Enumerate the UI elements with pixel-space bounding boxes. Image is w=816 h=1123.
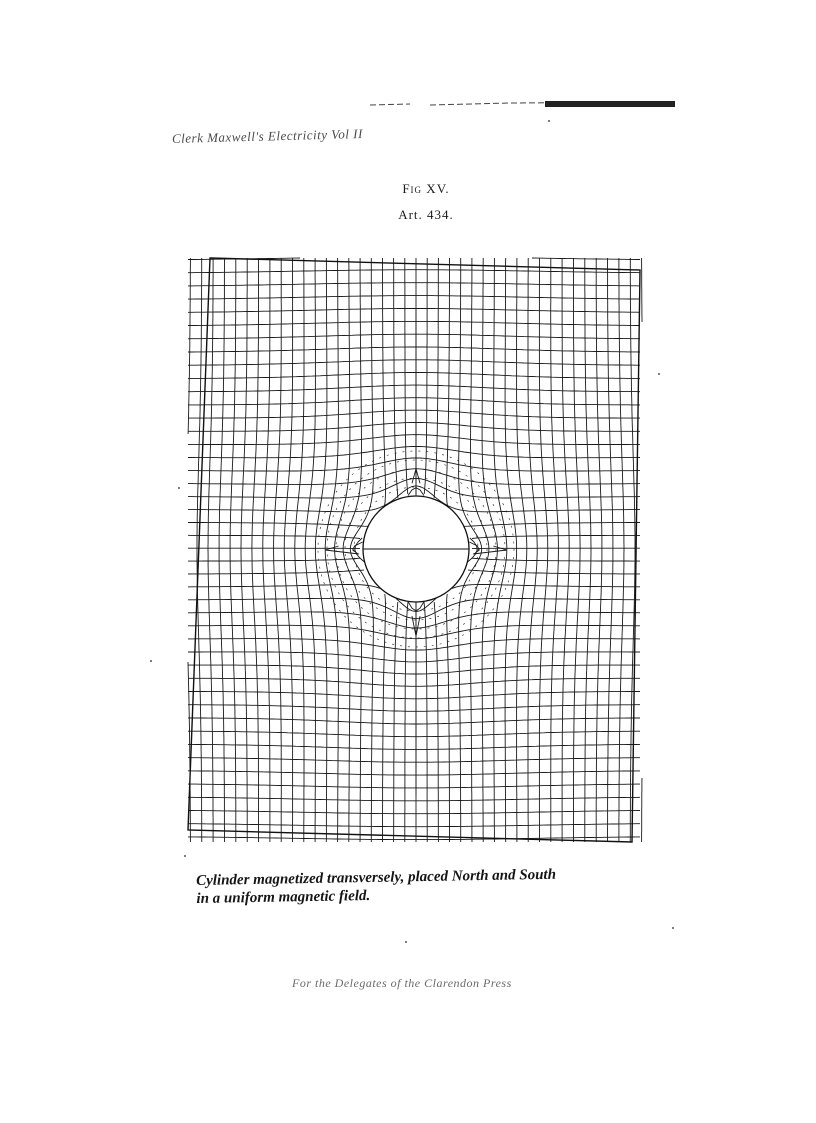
field-line (188, 758, 640, 763)
scan-speck (405, 941, 407, 943)
field-lines-figure (180, 250, 650, 850)
field-line (188, 678, 640, 686)
field-line (562, 258, 569, 842)
field-line (517, 258, 527, 842)
scan-speck (178, 487, 180, 489)
field-line (188, 811, 640, 814)
field-line (188, 718, 640, 724)
field-line (188, 692, 640, 699)
scan-speck (672, 927, 674, 929)
field-line (305, 258, 315, 842)
field-line (188, 665, 640, 674)
field-line (188, 837, 640, 840)
figure-number: Fig XV. (402, 181, 450, 196)
field-line (241, 258, 247, 842)
field-line (188, 824, 640, 827)
article-reference: Art. 434. (398, 207, 454, 222)
field-line (188, 334, 640, 339)
field-line (188, 784, 640, 788)
caption-line-1: Cylinder magnetized transversely, placed North and South (196, 866, 557, 889)
figure-caption (196, 864, 637, 908)
scan-speck (150, 660, 152, 662)
field-line (551, 258, 559, 842)
field-line (188, 731, 640, 737)
field-line (295, 258, 304, 842)
field-line (188, 347, 640, 352)
publisher-imprint: For the Delegates of the Clarendon Press (292, 976, 512, 990)
scan-speck (548, 120, 550, 122)
field-line (188, 283, 640, 286)
field-line (274, 258, 282, 842)
field-line (335, 258, 350, 842)
field-line (188, 258, 190, 842)
field-line (539, 258, 547, 842)
field-line (219, 258, 224, 842)
field-line (188, 385, 640, 392)
field-line (188, 423, 640, 432)
field-line (528, 258, 537, 842)
field-line (585, 258, 591, 842)
field-line (188, 321, 640, 325)
field-line (188, 705, 640, 712)
field-line (263, 258, 270, 842)
field-line (252, 258, 259, 842)
scan-edge-rule (370, 99, 675, 111)
field-line (608, 258, 613, 842)
field-line (596, 258, 602, 842)
field-line (208, 258, 213, 842)
field-line (188, 398, 640, 405)
field-line (574, 258, 581, 842)
scan-speck (658, 373, 660, 375)
field-line (188, 309, 640, 313)
field-line (188, 270, 640, 273)
field-line (188, 410, 640, 418)
field-line (230, 258, 236, 842)
running-title: Clerk Maxwell's Electricity Vol II (171, 126, 364, 146)
field-line (188, 478, 640, 498)
field-line (188, 797, 640, 801)
scan-speck (184, 855, 186, 857)
field-line (188, 373, 640, 379)
field-line (188, 744, 640, 749)
field-line (188, 296, 640, 300)
field-line (284, 258, 292, 842)
field-line (188, 771, 640, 775)
field-line (619, 258, 624, 842)
field-line (188, 360, 640, 365)
field-line (482, 258, 497, 842)
caption-line-2: in a uniform magnetic field. (196, 887, 371, 907)
